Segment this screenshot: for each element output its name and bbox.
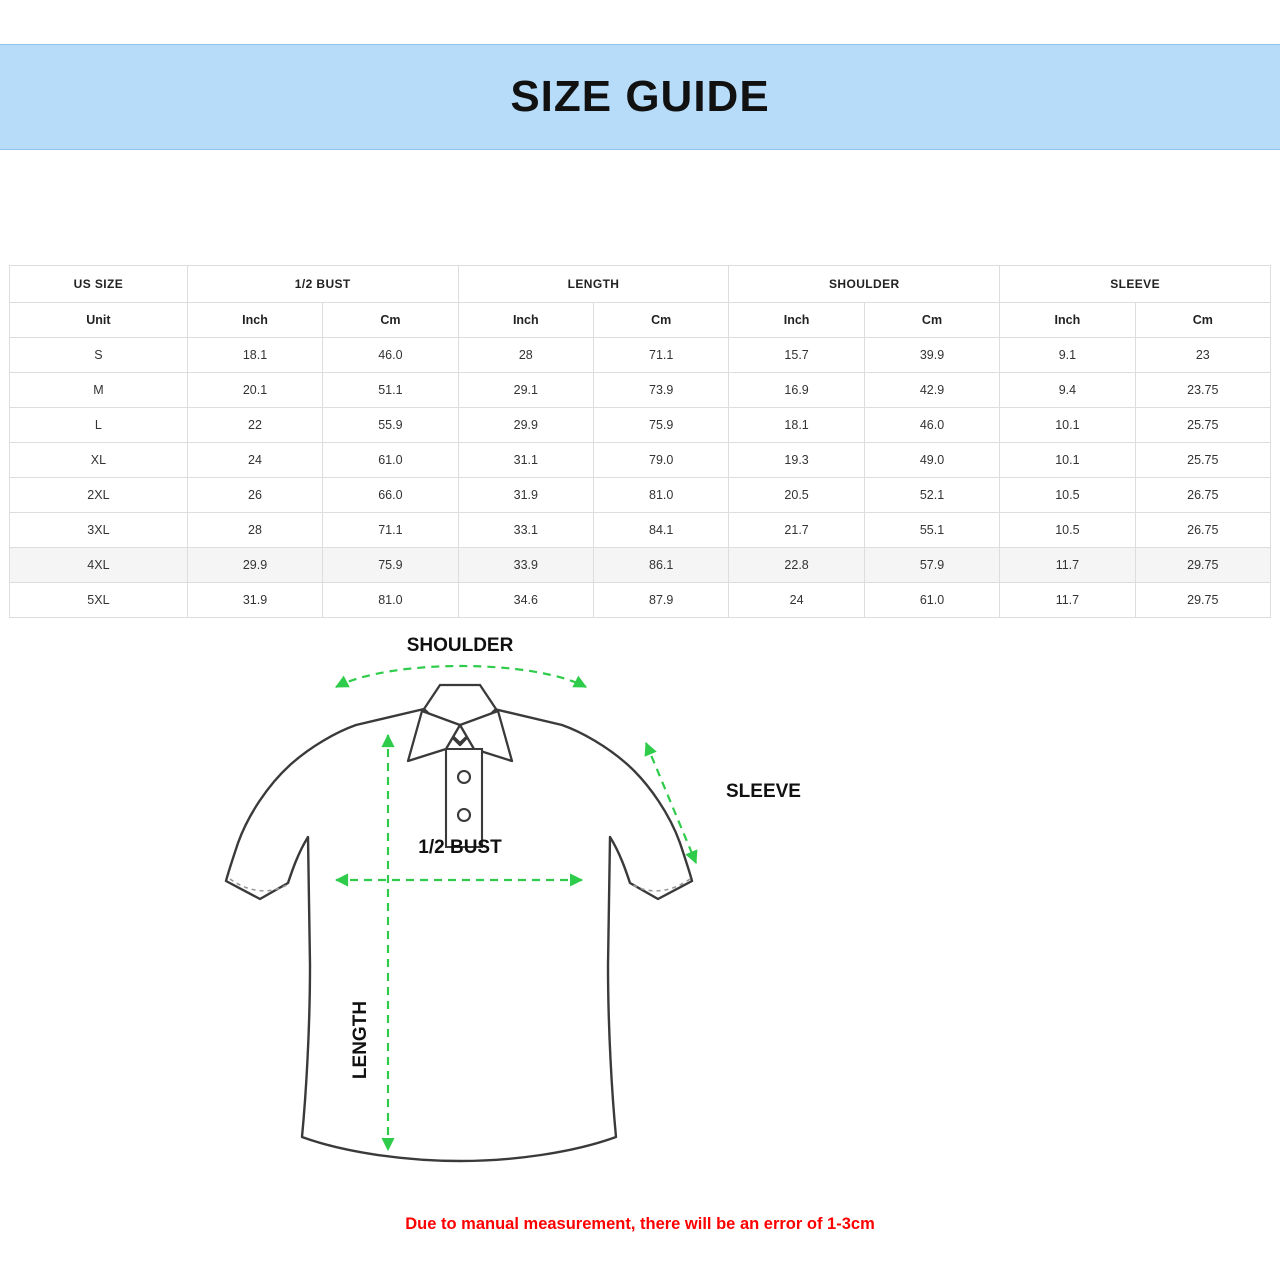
cell-sleeve-inch: 10.5 — [1000, 513, 1135, 548]
cell-size: M — [10, 373, 188, 408]
table-group-header-row — [10, 266, 1271, 303]
cell-size: L — [10, 408, 188, 443]
cell-length-cm: 86.1 — [594, 548, 729, 583]
cell-shoulder-inch: 18.1 — [729, 408, 864, 443]
cell-shoulder-cm: 49.0 — [864, 443, 999, 478]
cell-sleeve-inch: 10.5 — [1000, 478, 1135, 513]
cell-bust-inch: 26 — [187, 478, 322, 513]
cell-size: XL — [10, 443, 188, 478]
column-header-shoulder: SHOULDER — [729, 266, 1000, 303]
size-table — [9, 265, 1271, 618]
cell-length-cm: 71.1 — [594, 338, 729, 373]
cell-length-cm: 75.9 — [594, 408, 729, 443]
cell-shoulder-cm: 52.1 — [864, 478, 999, 513]
cell-length-inch: 34.6 — [458, 583, 593, 618]
cell-bust-inch: 18.1 — [187, 338, 322, 373]
cell-bust-cm: 55.9 — [323, 408, 458, 443]
cell-bust-cm: 66.0 — [323, 478, 458, 513]
table-row — [10, 373, 1271, 408]
column-header-length: LENGTH — [458, 266, 729, 303]
unit-length-inch: Inch — [458, 303, 593, 338]
cell-sleeve-cm: 29.75 — [1135, 548, 1270, 583]
table-row — [10, 478, 1271, 513]
cell-shoulder-inch: 21.7 — [729, 513, 864, 548]
cell-size: 2XL — [10, 478, 188, 513]
measurement-disclaimer: Due to manual measurement, there will be an error of 1-3cm — [405, 1215, 875, 1233]
size-table-container — [9, 265, 1271, 618]
cell-sleeve-cm: 26.75 — [1135, 513, 1270, 548]
cell-length-inch: 31.9 — [458, 478, 593, 513]
cell-sleeve-cm: 23 — [1135, 338, 1270, 373]
unit-sleeve-cm: Cm — [1135, 303, 1270, 338]
cell-sleeve-inch: 11.7 — [1000, 583, 1135, 618]
polo-shirt-diagram — [140, 625, 1140, 1195]
cell-sleeve-cm: 25.75 — [1135, 408, 1270, 443]
unit-sleeve-inch: Inch — [1000, 303, 1135, 338]
cell-shoulder-inch: 15.7 — [729, 338, 864, 373]
table-unit-row — [10, 303, 1271, 338]
cell-bust-inch: 28 — [187, 513, 322, 548]
cell-bust-cm: 75.9 — [323, 548, 458, 583]
table-row — [10, 408, 1271, 443]
cell-sleeve-inch: 9.1 — [1000, 338, 1135, 373]
cell-sleeve-cm: 26.75 — [1135, 478, 1270, 513]
cell-bust-inch: 20.1 — [187, 373, 322, 408]
cell-length-inch: 33.1 — [458, 513, 593, 548]
unit-label: Unit — [10, 303, 188, 338]
label-shoulder: SHOULDER — [406, 635, 514, 656]
cell-length-cm: 79.0 — [594, 443, 729, 478]
cell-shoulder-cm: 42.9 — [864, 373, 999, 408]
cell-bust-inch: 31.9 — [187, 583, 322, 618]
table-row — [10, 443, 1271, 478]
label-bust: 1/2 BUST — [418, 837, 502, 858]
cell-length-inch: 28 — [458, 338, 593, 373]
cell-length-cm: 84.1 — [594, 513, 729, 548]
cell-shoulder-cm: 55.1 — [864, 513, 999, 548]
shoulder-arrow — [336, 666, 586, 687]
table-row — [10, 513, 1271, 548]
cell-length-inch: 33.9 — [458, 548, 593, 583]
cell-length-cm: 81.0 — [594, 478, 729, 513]
cell-size: S — [10, 338, 188, 373]
unit-bust-cm: Cm — [323, 303, 458, 338]
cell-sleeve-cm: 23.75 — [1135, 373, 1270, 408]
cell-shoulder-inch: 22.8 — [729, 548, 864, 583]
cell-bust-cm: 71.1 — [323, 513, 458, 548]
cell-size: 3XL — [10, 513, 188, 548]
table-row — [10, 548, 1271, 583]
cell-bust-cm: 51.1 — [323, 373, 458, 408]
cell-length-inch: 31.1 — [458, 443, 593, 478]
cell-bust-inch: 29.9 — [187, 548, 322, 583]
cell-bust-inch: 24 — [187, 443, 322, 478]
cell-bust-inch: 22 — [187, 408, 322, 443]
column-header-bust: 1/2 BUST — [187, 266, 458, 303]
cell-shoulder-inch: 24 — [729, 583, 864, 618]
page-title: SIZE GUIDE — [510, 72, 770, 121]
cell-sleeve-cm: 25.75 — [1135, 443, 1270, 478]
cell-shoulder-cm: 61.0 — [864, 583, 999, 618]
cell-shoulder-cm: 46.0 — [864, 408, 999, 443]
table-row — [10, 583, 1271, 618]
unit-shoulder-inch: Inch — [729, 303, 864, 338]
cell-shoulder-inch: 16.9 — [729, 373, 864, 408]
table-row — [10, 338, 1271, 373]
cell-sleeve-inch: 11.7 — [1000, 548, 1135, 583]
cell-bust-cm: 81.0 — [323, 583, 458, 618]
cell-length-cm: 87.9 — [594, 583, 729, 618]
cell-sleeve-inch: 10.1 — [1000, 408, 1135, 443]
cell-shoulder-inch: 19.3 — [729, 443, 864, 478]
cell-shoulder-cm: 39.9 — [864, 338, 999, 373]
unit-length-cm: Cm — [594, 303, 729, 338]
measurement-illustration — [0, 625, 1280, 1195]
unit-shoulder-cm: Cm — [864, 303, 999, 338]
cell-length-inch: 29.9 — [458, 408, 593, 443]
label-sleeve: SLEEVE — [726, 781, 801, 802]
shirt-placket — [446, 749, 482, 847]
cell-shoulder-inch: 20.5 — [729, 478, 864, 513]
cell-length-inch: 29.1 — [458, 373, 593, 408]
column-header-us-size: US SIZE — [10, 266, 188, 303]
unit-bust-inch: Inch — [187, 303, 322, 338]
cell-length-cm: 73.9 — [594, 373, 729, 408]
cell-bust-cm: 46.0 — [323, 338, 458, 373]
cell-sleeve-inch: 9.4 — [1000, 373, 1135, 408]
cell-sleeve-cm: 29.75 — [1135, 583, 1270, 618]
cell-size: 4XL — [10, 548, 188, 583]
column-header-sleeve: SLEEVE — [1000, 266, 1271, 303]
size-guide-banner — [0, 44, 1280, 150]
cell-sleeve-inch: 10.1 — [1000, 443, 1135, 478]
cell-size: 5XL — [10, 583, 188, 618]
cell-bust-cm: 61.0 — [323, 443, 458, 478]
label-length: LENGTH — [350, 1000, 371, 1080]
cell-shoulder-cm: 57.9 — [864, 548, 999, 583]
